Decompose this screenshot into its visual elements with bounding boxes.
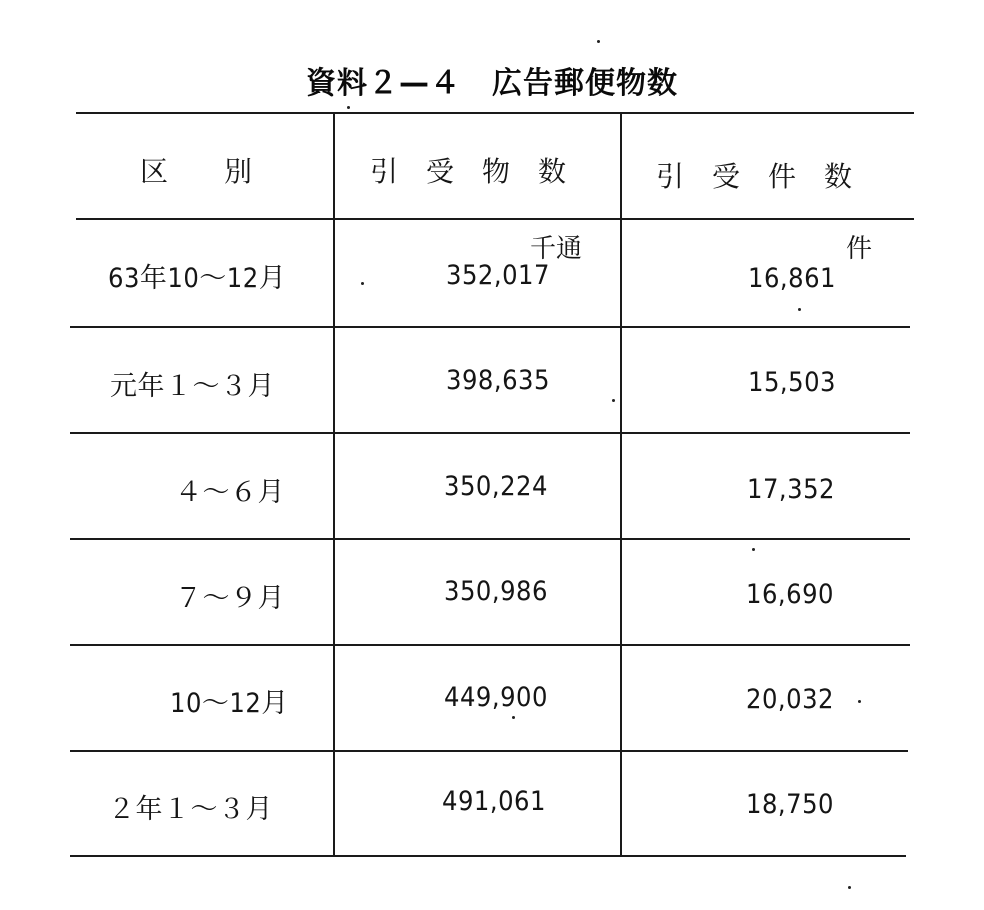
scan-speck — [798, 308, 801, 311]
scan-speck — [361, 282, 364, 285]
row-period: 10～12月 — [170, 688, 289, 719]
header-items: 引 受 物 数 — [370, 155, 567, 188]
scan-speck — [512, 716, 515, 719]
row-cases: 16,861 — [748, 263, 836, 294]
header-cases: 引 受 件 数 — [656, 160, 853, 193]
scan-speck — [752, 548, 755, 551]
row-rule-2 — [70, 432, 910, 434]
scan-speck — [347, 106, 350, 109]
scan-speck — [848, 886, 851, 889]
header-bottom-rule — [76, 218, 914, 220]
row-rule-4 — [70, 644, 910, 646]
row-rule-1 — [70, 326, 910, 328]
page-title: 資料２—４ 広告郵便物数 — [306, 66, 678, 101]
row-items: 398,635 — [446, 365, 550, 396]
table-top-rule — [76, 112, 914, 114]
table-bottom-rule — [70, 855, 906, 857]
row-period: ７～９月 — [175, 583, 285, 614]
row-cases: 15,503 — [748, 367, 836, 398]
row-rule-3 — [70, 538, 910, 540]
row-items: 350,224 — [444, 471, 548, 502]
row-cases: 18,750 — [746, 789, 834, 820]
row-period: 元年１～３月 — [110, 371, 275, 402]
row-items: 449,900 — [444, 682, 548, 713]
row-cases: 17,352 — [747, 474, 835, 505]
row-period: ４～６月 — [175, 477, 285, 508]
unit-items: 千通 — [530, 234, 583, 264]
row-period: ２年１～３月 — [108, 794, 273, 825]
row-cases: 20,032 — [746, 684, 834, 715]
row-items: 350,986 — [444, 576, 548, 607]
row-items: 352,017 — [446, 260, 550, 291]
header-period: 区 別 — [140, 155, 253, 188]
column-rule-2 — [620, 112, 622, 856]
unit-cases: 件 — [846, 234, 873, 264]
row-cases: 16,690 — [746, 579, 834, 610]
scan-speck — [612, 399, 615, 402]
row-items: 491,061 — [442, 786, 546, 817]
column-rule-1 — [333, 112, 335, 856]
scan-speck — [858, 700, 861, 703]
row-period: 63年10～12月 — [108, 263, 287, 294]
scan-speck — [597, 40, 600, 43]
row-rule-5 — [70, 750, 908, 752]
